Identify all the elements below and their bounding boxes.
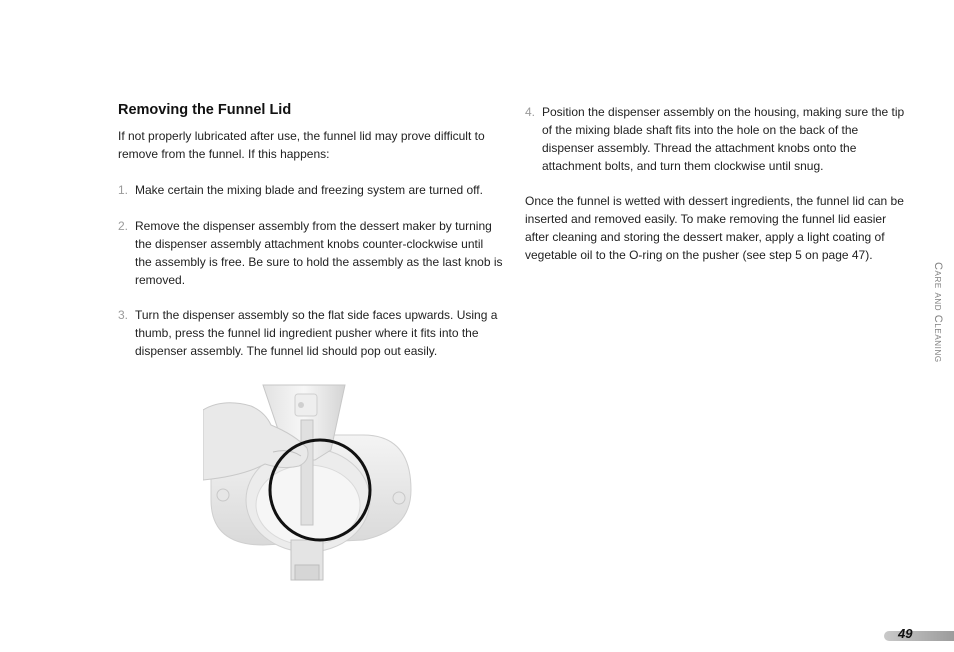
funnel-lid-removal-illustration <box>203 380 413 585</box>
step-text: Position the dispenser assembly on the housing, making sure the tip of the mixing blade shaft fits into the hole on the back of the dispenser assembly. Thread the attachment knobs onto the attachment bolts, and turn them clockwise until snug. <box>542 105 905 173</box>
step-text: Make certain the mixing blade and freezing system are turned off. <box>135 183 483 197</box>
left-column <box>118 127 503 360</box>
step-4 <box>525 103 910 175</box>
section-tab-label: Care and Cleaning <box>932 262 944 363</box>
step-1 <box>118 181 503 199</box>
page-number: 49 <box>898 626 913 641</box>
page-number-bar <box>884 631 954 641</box>
step-number: 2. <box>118 219 129 233</box>
right-column <box>525 103 910 264</box>
step-2 <box>118 217 503 289</box>
section-heading: Removing the Funnel Lid <box>118 102 292 118</box>
step-number: 1. <box>118 183 129 197</box>
intro-paragraph: If not properly lubricated after use, the funnel lid may prove difficult to remove from the funnel. If this happens: <box>118 129 485 161</box>
step-text: Remove the dispenser assembly from the dessert maker by turning the dispenser assembly attachment knobs counter-clockwise until the assembly is free. Be sure to hold the assembly as the last knob is removed. <box>135 219 503 287</box>
step-3 <box>118 306 503 360</box>
step-number: 3. <box>118 308 129 322</box>
step-number: 4. <box>525 105 536 119</box>
note-paragraph: Once the funnel is wetted with dessert ingredients, the funnel lid can be inserted and removed easily. To make removing the funnel lid easier after cleaning and storing the dessert maker, apply a light coating of vegetable oil to the O-ring on the pusher (see step 5 on page 47). <box>525 194 904 262</box>
step-text: Turn the dispenser assembly so the flat side faces upwards. Using a thumb, press the funnel lid ingredient pusher where it fits into the dispenser assembly. The funnel lid should pop out easily. <box>135 308 498 358</box>
